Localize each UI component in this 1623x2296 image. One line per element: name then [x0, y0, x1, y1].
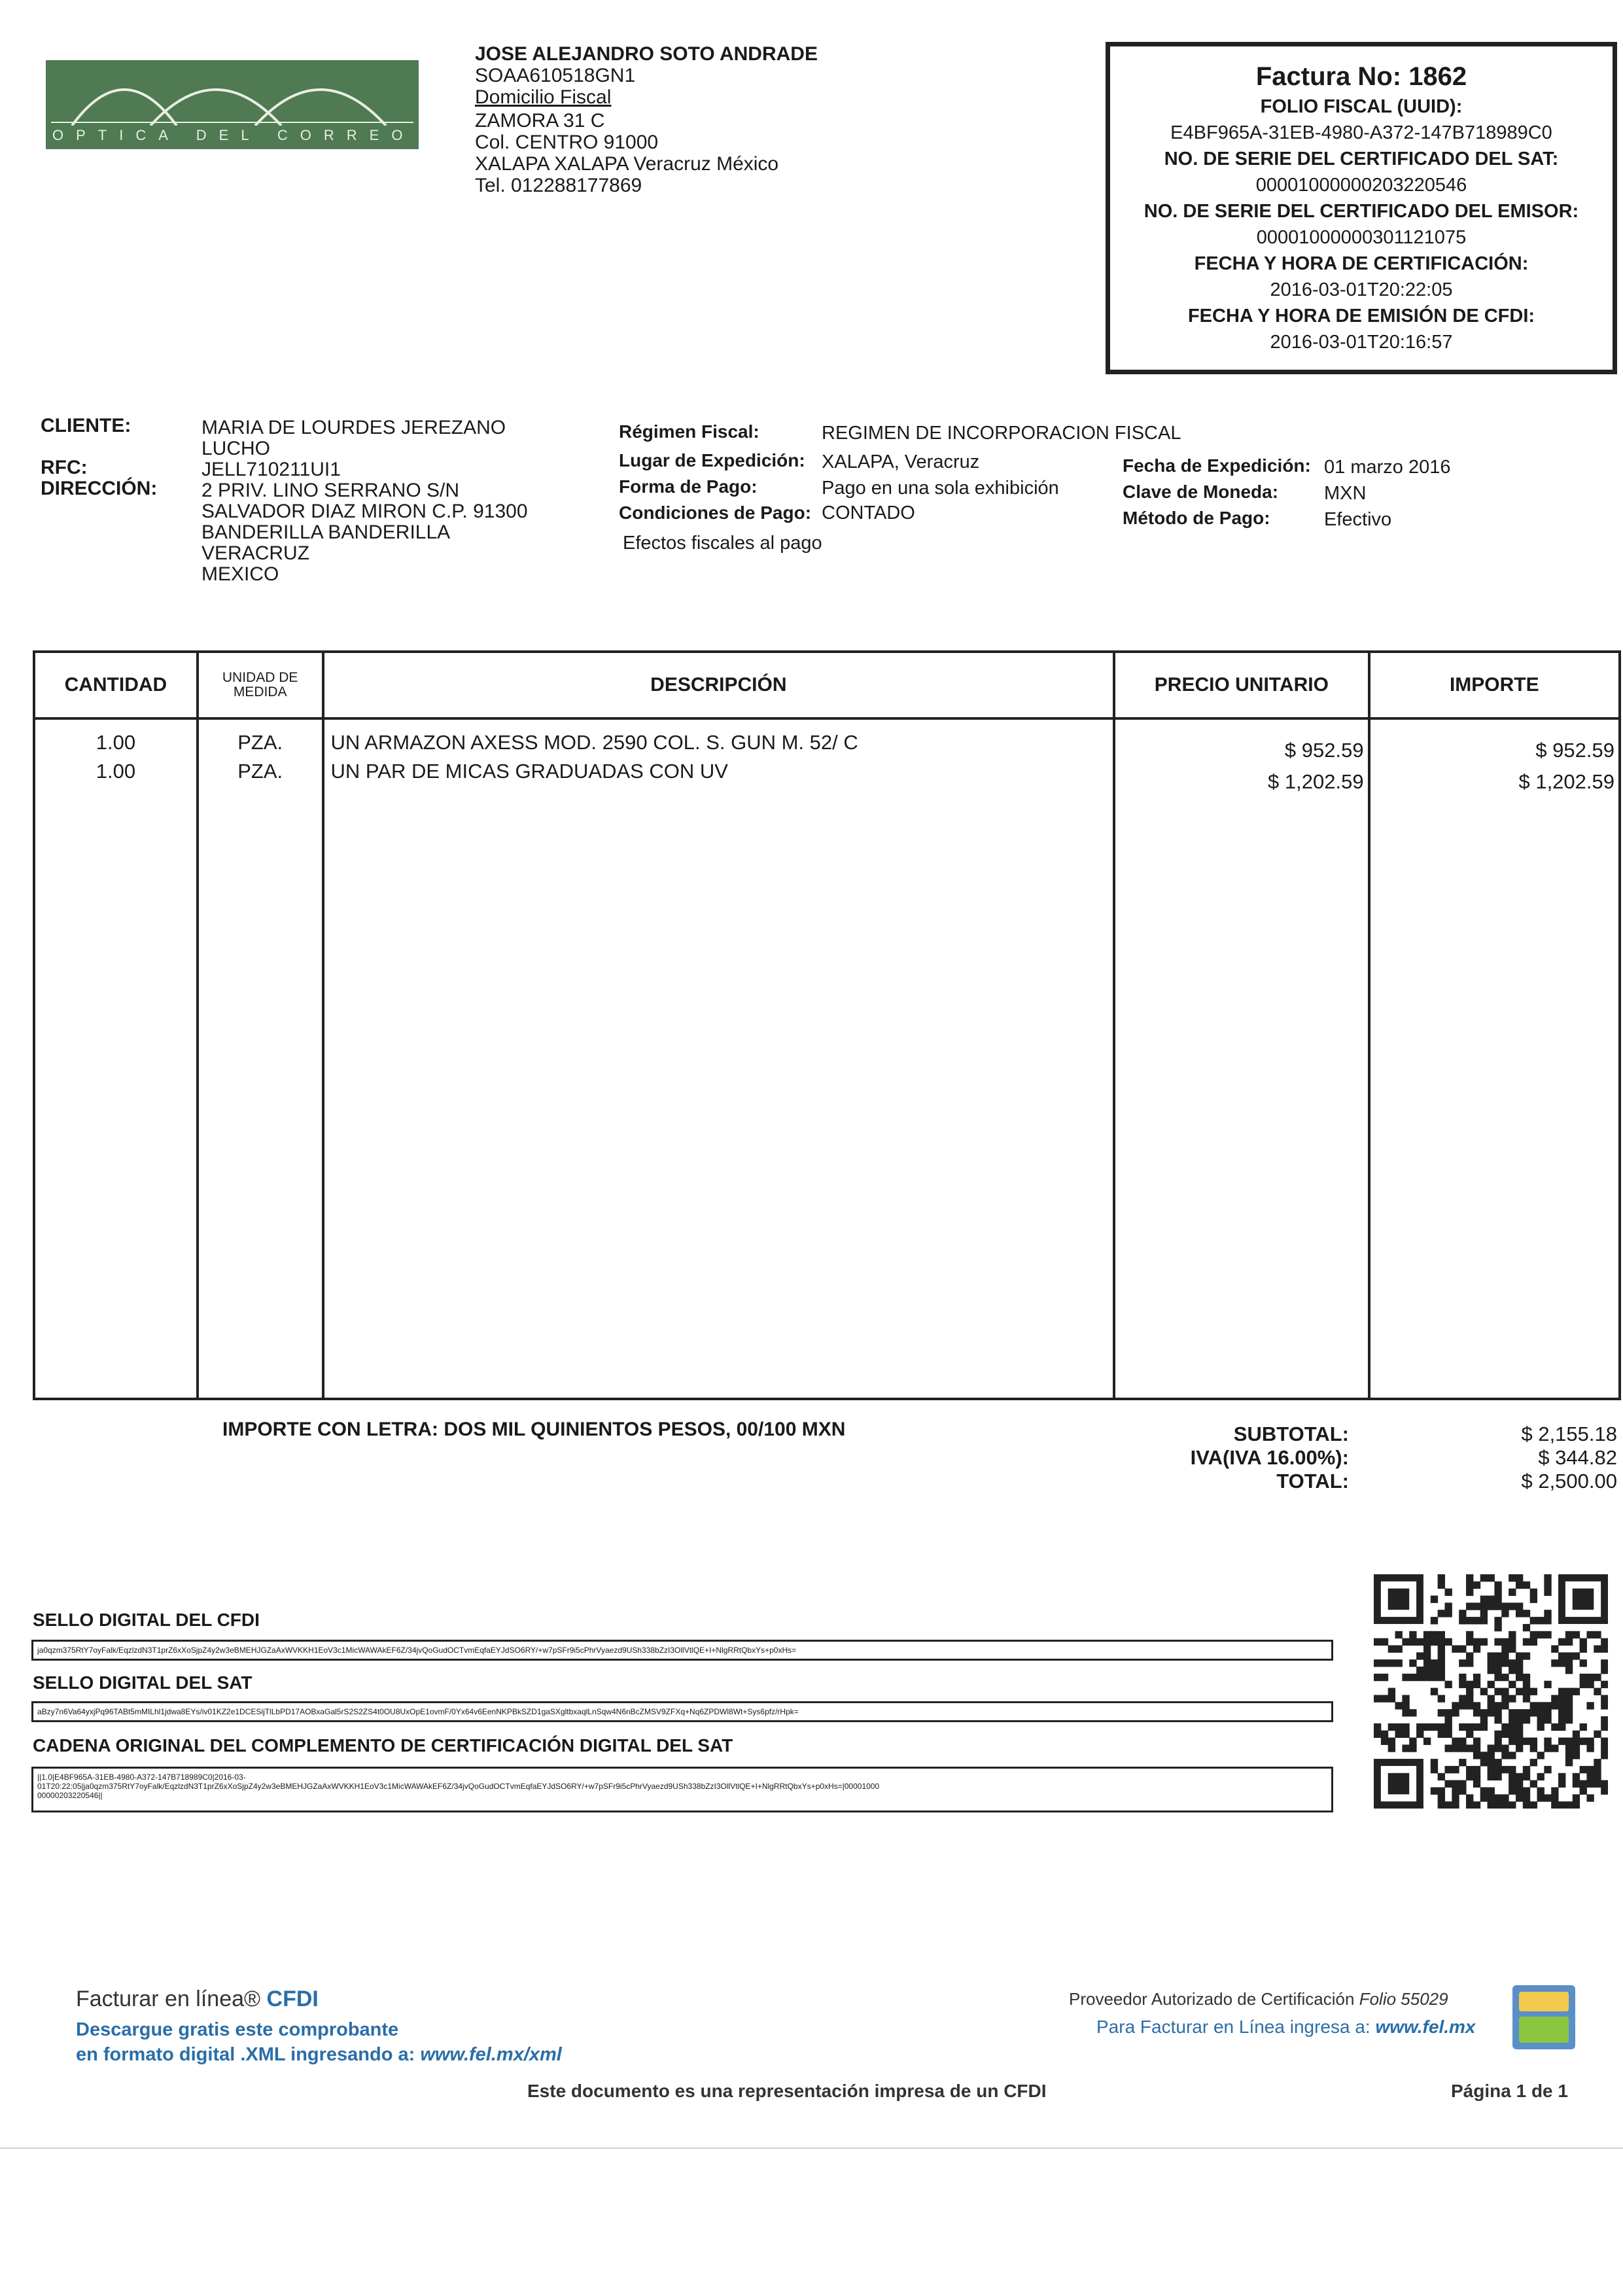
fecha-expedicion-value: 01 marzo 2016 — [1324, 457, 1451, 478]
iva-value: $ 344.82 — [1538, 1446, 1617, 1469]
footer-facturar-link[interactable]: www.fel.mx — [1375, 2017, 1476, 2037]
dir-line-4: VERACRUZ — [201, 542, 310, 564]
cliente-name-2: LUCHO — [201, 438, 271, 459]
cert-emisor-value: 00001000000301121075 — [1256, 227, 1467, 248]
sello-cfdi-label: SELLO DIGITAL DEL CFDI — [33, 1610, 260, 1630]
items-table — [33, 650, 1621, 1400]
domicilio-label: Domicilio Fiscal — [475, 86, 612, 108]
row-2-precio: $ 1,202.59 — [1268, 770, 1364, 793]
lugar-label: Lugar de Expedición: — [619, 450, 805, 470]
row-2-cantidad: 1.00 — [96, 760, 136, 783]
row-2-importe: $ 1,202.59 — [1518, 770, 1614, 793]
forma-label: Forma de Pago: — [619, 476, 758, 497]
col-descripcion: DESCRIPCIÓN — [323, 652, 1115, 718]
footer-download-2 — [76, 2044, 562, 2066]
condiciones-label: Condiciones de Pago: — [619, 503, 812, 523]
sello-sat-value: aBzy7n6Va64yxjPq96TABt5mMILhl1jdwa8EYs/iv01KZ2e1DCESijTlLbPD17AOBxaGal5rS2S2ZS4t0OU8UxOpE1ovmF/0Yx64v6EenNKPBkSZD1gaSXgltbxaqlLnSqw4N6nBcZMSV9ZFXq+Nq6ZPDWl8Wt+Sys6pfz/rHpk= — [37, 1707, 799, 1716]
condiciones-value: CONTADO — [822, 503, 915, 523]
cantidad-cell — [34, 718, 198, 1399]
metodo-value: Efectivo — [1324, 509, 1392, 530]
uuid-value: E4BF965A-31EB-4980-A372-147B718989C0 — [1170, 122, 1552, 143]
cliente-rfc: JELL710211UI1 — [201, 459, 341, 480]
col-precio: PRECIO UNITARIO — [1114, 652, 1369, 718]
cert-emisor-label: NO. DE SERIE DEL CERTIFICADO DEL EMISOR: — [1143, 201, 1579, 222]
regimen-label: Régimen Fiscal: — [619, 421, 759, 442]
row-1-precio: $ 952.59 — [1284, 739, 1364, 762]
rfc-label: RFC: — [41, 457, 88, 478]
total-value: $ 2,500.00 — [1521, 1470, 1617, 1492]
footer-brand — [76, 1987, 319, 2012]
cliente-name-1: MARIA DE LOURDES JEREZANO — [201, 417, 506, 438]
footer-download-link[interactable]: www.fel.mx/xml — [420, 2044, 562, 2065]
cadena-original-box — [31, 1767, 1333, 1812]
sello-cfdi-box — [31, 1640, 1333, 1661]
issuer-name: JOSE ALEJANDRO SOTO ANDRADE — [475, 43, 818, 65]
moneda-value: MXN — [1324, 483, 1367, 504]
invoice-info-box — [1106, 42, 1617, 374]
table-header-row — [34, 652, 1620, 718]
iva-label: IVA(IVA 16.00%): — [1190, 1446, 1349, 1469]
unidad-cell — [198, 718, 323, 1399]
metodo-label: Método de Pago: — [1123, 508, 1270, 528]
logo-arches-icon — [46, 60, 419, 126]
totals-labels — [1112, 1422, 1349, 1493]
table-row — [34, 718, 1620, 1399]
fecha-emision-label: FECHA Y HORA DE EMISIÓN DE CFDI: — [1187, 306, 1535, 327]
invoice-number: Factura No: 1862 — [1255, 62, 1467, 91]
cert-sat-label: NO. DE SERIE DEL CERTIFICADO DEL SAT: — [1164, 149, 1559, 169]
footer-brand-cfdi: CFDI — [266, 1987, 319, 2011]
efectos-fiscales: Efectos fiscales al pago — [623, 533, 822, 554]
footer-representation: Este documento es una representación impresa de un CFDI — [527, 2081, 1047, 2101]
footer-download-1: Descargue gratis este comprobante — [76, 2019, 399, 2040]
sello-sat-label: SELLO DIGITAL DEL SAT — [33, 1672, 253, 1693]
footer-download-text: en formato digital .XML ingresando a: — [76, 2044, 415, 2065]
footer-provider-text: Proveedor Autorizado de Certificación — [1069, 1989, 1355, 2009]
footer-facturar — [1096, 2017, 1475, 2038]
fecha-expedicion-label: Fecha de Expedición: — [1123, 455, 1311, 476]
cert-sat-value: 00001000000203220546 — [1255, 175, 1467, 196]
fecha-cert-value: 2016-03-01T20:22:05 — [1270, 279, 1453, 300]
pac-badge-icon — [1512, 1985, 1575, 2049]
issuer-street: ZAMORA 31 C — [475, 110, 605, 132]
importe-con-letra: IMPORTE CON LETRA: DOS MIL QUINIENTOS PESOS, 00/100 MXN — [222, 1419, 846, 1440]
issuer-city: XALAPA XALAPA Veracruz México — [475, 153, 779, 175]
uuid-label: FOLIO FISCAL (UUID): — [1260, 96, 1463, 117]
row-1-importe: $ 952.59 — [1535, 739, 1614, 762]
issuer-tel: Tel. 012288177869 — [475, 175, 642, 196]
moneda-label: Clave de Moneda: — [1123, 482, 1279, 502]
footer-brand-text: Facturar en línea® — [76, 1987, 261, 2011]
page-number: Página 1 de 1 — [1451, 2081, 1568, 2101]
qr-code-icon — [1374, 1574, 1608, 1809]
cadena-line-1: ||1.0|E4BF965A-31EB-4980-A372-147B718989C0|2016-03- — [37, 1773, 246, 1782]
row-2-descripcion: UN PAR DE MICAS GRADUADAS CON UV — [330, 760, 728, 783]
totals-values — [1426, 1422, 1617, 1493]
dir-line-1: 2 PRIV. LINO SERRANO S/N — [201, 480, 460, 501]
issuer-rfc: SOAA610518GN1 — [475, 65, 636, 86]
importe-cell — [1369, 718, 1620, 1399]
cadena-original-label: CADENA ORIGINAL DEL COMPLEMENTO DE CERTIFICACIÓN DIGITAL DEL SAT — [33, 1735, 733, 1756]
footer-provider-folio: Folio 55029 — [1359, 1989, 1448, 2009]
issuer-block — [475, 43, 818, 196]
col-importe: IMPORTE — [1369, 652, 1620, 718]
lugar-value: XALAPA, Veracruz — [822, 451, 980, 472]
optica-logo — [46, 60, 419, 149]
footer-provider — [1069, 1989, 1448, 2009]
dir-line-3: BANDERILLA BANDERILLA — [201, 521, 451, 543]
qr-code — [1374, 1574, 1608, 1809]
client-details — [201, 417, 528, 585]
footer-facturar-text: Para Facturar en Línea ingresa a: — [1096, 2017, 1370, 2037]
fecha-emision-value: 2016-03-01T20:16:57 — [1270, 332, 1453, 353]
row-1-cantidad: 1.00 — [96, 731, 136, 754]
subtotal-value: $ 2,155.18 — [1521, 1422, 1617, 1445]
col-cantidad: CANTIDAD — [34, 652, 198, 718]
logo-divider — [51, 122, 413, 123]
row-2-unidad: PZA. — [237, 760, 283, 783]
forma-value: Pago en una sola exhibición — [822, 478, 1059, 499]
row-1-descripcion: UN ARMAZON AXESS MOD. 2590 COL. S. GUN M. 52/ C — [330, 731, 858, 754]
subtotal-label: SUBTOTAL: — [1233, 1422, 1349, 1445]
cadena-line-2: 01T20:22:05|ja0qzm375RtY7oyFalk/EqzlzdN3T1prZ6xXoSjpZ4y2w3eBMEHJGZaAxWVKKH1EoV3c1MicWAWAkEF6Z/34jvQoGudOCTvmEqfaEYJdSO6RY/+w7pSFr9i5cPhrVyaezd9USh338bZzI3OllVtlQE+I+NlgRRtQbxYs+p0xHs=|00001000 — [37, 1782, 880, 1791]
cliente-label: CLIENTE: — [41, 415, 131, 436]
precio-cell — [1114, 718, 1369, 1399]
descripcion-cell — [323, 718, 1115, 1399]
dir-line-2: SALVADOR DIAZ MIRON C.P. 91300 — [201, 501, 528, 522]
regimen-value: REGIMEN DE INCORPORACION FISCAL — [822, 423, 1181, 444]
cadena-line-3: 00000203220546|| — [37, 1791, 103, 1800]
row-1-unidad: PZA. — [237, 731, 283, 754]
page-edge-divider — [0, 2147, 1623, 2149]
dir-line-5: MEXICO — [201, 563, 279, 585]
issuer-colonia: Col. CENTRO 91000 — [475, 132, 659, 153]
sello-sat-box — [31, 1701, 1333, 1722]
logo-text: OPTICA DEL CORREO — [52, 127, 415, 143]
sello-cfdi-value: ja0qzm375RtY7oyFalk/EqzlzdN3T1prZ6xXoSjpZ4y2w3eBMEHJGZaAxWVKKH1EoV3c1MicWAWAkEF6Z/34jvQoGudOCTvmEqfaEYJdSO6RY/+w7pSFr9i5cPhrVyaezd9USh338bZzI3OllVtlQE+I+NlgRRtQbxYs+p0xHs= — [37, 1646, 797, 1655]
col-unidad: UNIDAD DE MEDIDA — [198, 652, 323, 718]
fecha-cert-label: FECHA Y HORA DE CERTIFICACIÓN: — [1194, 253, 1529, 274]
total-label: TOTAL: — [1276, 1470, 1349, 1492]
direccion-label: DIRECCIÓN: — [41, 478, 158, 499]
